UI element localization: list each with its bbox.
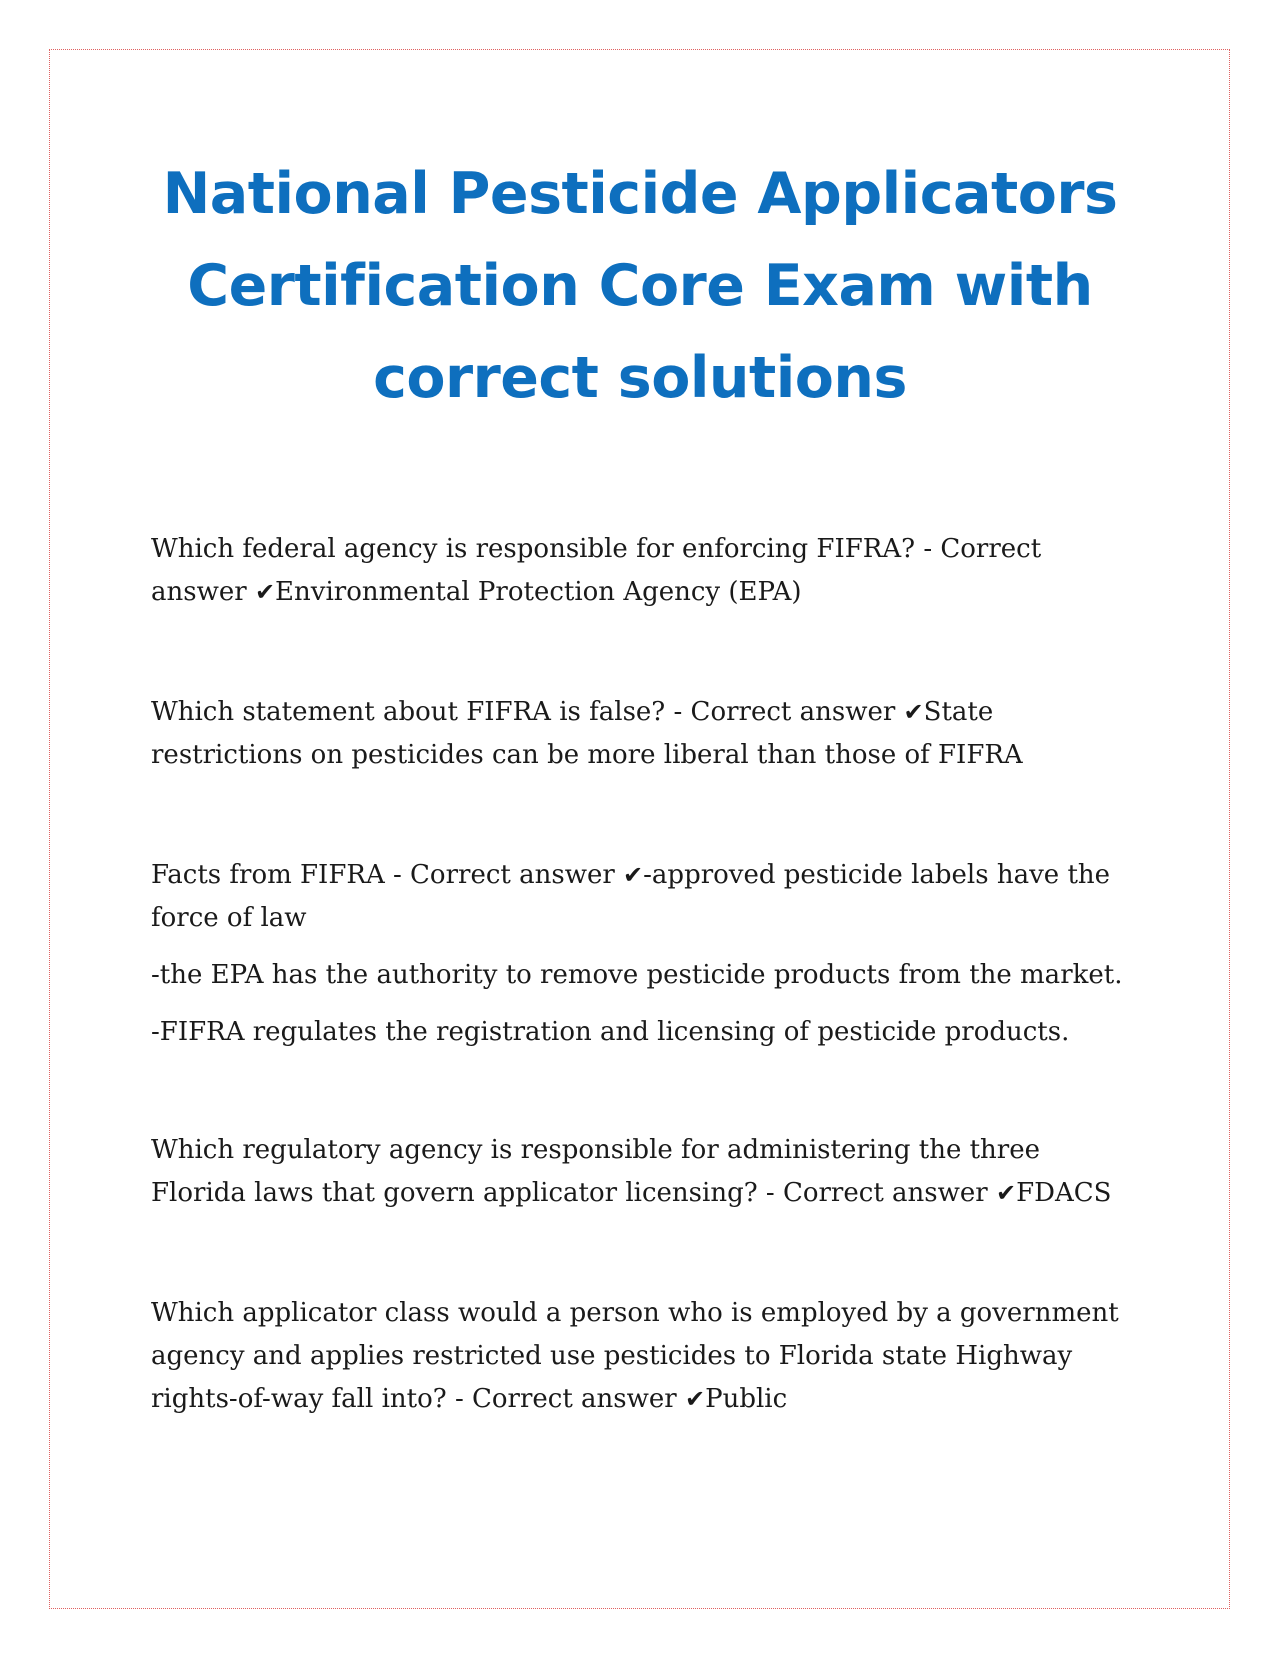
qa-list — [151, 528, 1131, 1421]
answer-text: Environmental Protection Agency (EPA) — [275, 577, 802, 607]
answer-text: FDACS — [1016, 1178, 1112, 1208]
checkmark-icon: ✔ — [903, 698, 924, 726]
question-text: Which statement about FIFRA is false? - Correct answer — [151, 697, 896, 727]
answer-extra-line: -FIFRA regulates the registration and licensing of pesticide products. — [151, 1017, 1070, 1047]
answer-extra-line: -the EPA has the authority to remove pesticide products from the market. — [151, 960, 1123, 990]
answer-text: State restrictions on pesticides can be more liberal than those of FIFRA — [151, 697, 1023, 770]
checkmark-icon: ✔ — [995, 1179, 1017, 1207]
question-text: Facts from FIFRA - Correct answer — [151, 860, 615, 890]
title-line: National Pesticide Applicators — [162, 161, 1118, 227]
checkmark-icon: ✔ — [623, 861, 644, 889]
question-text: Which federal agency is responsible for enforcing FIFRA? - Correct answer — [151, 534, 1042, 607]
checkmark-icon: ✔ — [684, 1385, 706, 1413]
qa-item-fifra-facts — [151, 854, 1131, 940]
question-text: Which applicator class would a person who is employed by a government agency and applies restricted use pesticides to Florida state Highway rights-of-way fall into? - Correct answer — [151, 1298, 1119, 1414]
title-line: Certification Core Exam with — [187, 253, 1093, 319]
qa-item-fifra-false — [151, 691, 1131, 777]
qa-item-epa — [151, 528, 1131, 614]
title-line: correct solutions — [373, 345, 907, 411]
question-text: Which regulatory agency is responsible for administering the three Florida laws that govern applicator licensing? - Correct answer — [151, 1135, 1041, 1208]
document-title — [150, 148, 1130, 424]
answer-text: -approved pesticide labels have the force of law — [151, 860, 1111, 933]
checkmark-icon: ✔ — [254, 578, 276, 606]
answer-text: Public — [705, 1384, 788, 1414]
qa-item-fdacs — [151, 1129, 1131, 1215]
qa-item-applicator-class — [151, 1292, 1131, 1421]
